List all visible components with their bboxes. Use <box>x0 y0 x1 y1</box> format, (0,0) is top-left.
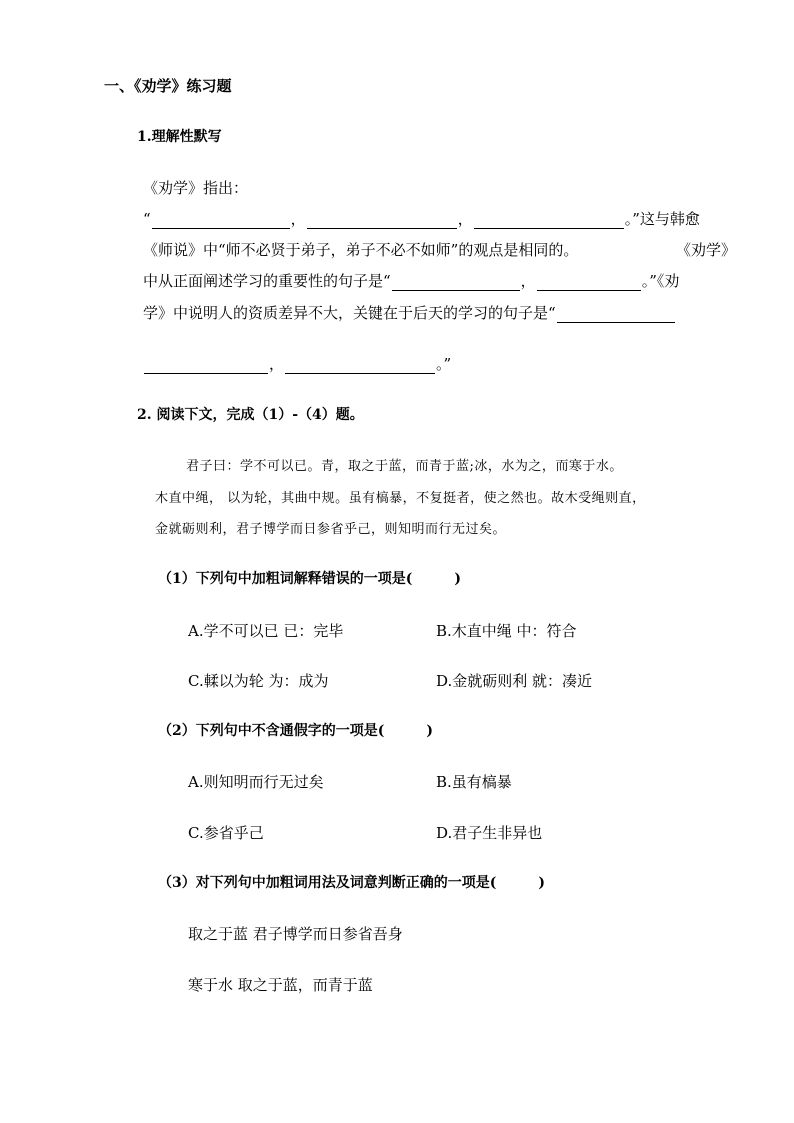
sub3-line-1: 取之于蓝 君子博学而日参省吾身 <box>188 925 403 943</box>
sub1-option-c[interactable]: C.輮以为轮 为：成为 <box>188 672 329 690</box>
q2-heading: 2. 阅读下文，完成（1）-（4）题。 <box>137 407 364 423</box>
blank-4[interactable] <box>392 275 520 291</box>
sub2-option-a[interactable]: A.则知明而行无过矣 <box>188 773 324 791</box>
sep: ， <box>269 355 285 373</box>
sub1-option-d[interactable]: D.金就砺则利 就：凑近 <box>436 672 593 690</box>
line-end: 。”这与韩愈 <box>624 210 700 228</box>
sub1-stem: （1）下列句中加粗词解释错误的一项是( ) <box>158 571 461 587</box>
sub2-option-d[interactable]: D.君子生非异也 <box>436 824 543 842</box>
q1-line5 <box>143 302 676 323</box>
blank-5[interactable] <box>537 275 641 291</box>
q1-line3: 《师说》中“师不必贤于弟子，弟子不必不如师”的观点是相同的。 <box>143 241 579 259</box>
q1-line4 <box>143 270 679 291</box>
sep: ， <box>520 272 536 290</box>
blank-7[interactable] <box>144 358 268 374</box>
sub2-stem: （2）下列句中不含通假字的一项是( ) <box>158 723 433 739</box>
sub1-option-b[interactable]: B.木直中绳 中：符合 <box>436 622 577 640</box>
q1-line3-tail: 《劝学》 <box>676 241 737 259</box>
q1-heading: 1.理解性默写 <box>137 129 222 145</box>
passage-line-3: 金就砺则利，君子博学而日参省乎己，则知明而行无过矣。 <box>155 522 507 537</box>
line4-start: 中从正面阐述学习的重要性的句子是“ <box>143 272 391 290</box>
blank-1[interactable] <box>152 213 290 229</box>
sub3-stem: （3）对下列句中加粗词用法及词意判断正确的一项是( ) <box>158 875 545 891</box>
line5-text: 学》中说明人的资质差异不大，关键在于后天的学习的句子是“ <box>143 304 556 322</box>
line4-end: 。”《劝 <box>641 272 680 290</box>
sub1-option-a[interactable]: A.学不可以已 已：完毕 <box>188 622 344 640</box>
blank-8[interactable] <box>285 358 435 374</box>
sub2-option-c[interactable]: C.参省乎己 <box>188 824 264 842</box>
blank-2[interactable] <box>307 213 457 229</box>
passage-line-1: 君子曰：学不可以已。青，取之于蓝，而青于蓝;冰，水为之，而寒于水。 <box>186 459 623 474</box>
sub3-line-2: 寒于水 取之于蓝，而青于蓝 <box>188 976 373 994</box>
q1-line2 <box>143 208 700 229</box>
passage-line-2: 木直中绳， 以为轮，其曲中规。虽有槁暴，不复挺者，使之然也。故木受绳则直， <box>155 491 646 506</box>
quote-open: “ <box>143 210 151 228</box>
line6-end: 。” <box>436 355 452 373</box>
section-title: 一、《劝学》练习题 <box>104 77 232 95</box>
sep: ， <box>457 210 473 228</box>
q1-line6 <box>143 353 451 374</box>
sub2-option-b[interactable]: B.虽有槁暴 <box>436 773 512 791</box>
sep: ， <box>290 210 306 228</box>
blank-3[interactable] <box>474 213 624 229</box>
q1-intro: 《劝学》指出： <box>143 179 249 197</box>
blank-6[interactable] <box>557 307 675 323</box>
